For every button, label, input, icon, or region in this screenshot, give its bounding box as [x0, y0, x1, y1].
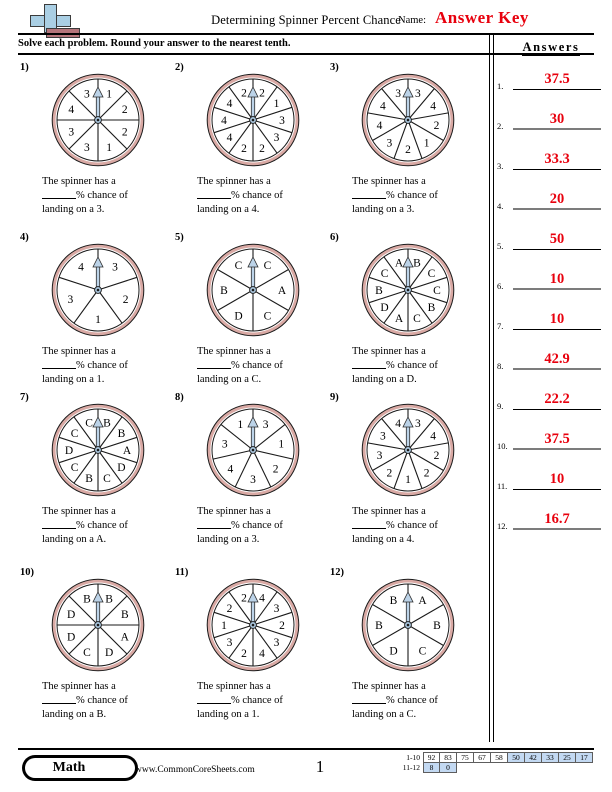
spinner-sector-label: 2 — [241, 647, 247, 660]
spinner-needle-tip-icon — [403, 87, 413, 97]
spinner-sector-label: D — [389, 645, 398, 658]
spinner-figure — [48, 70, 148, 170]
page-title: Determining Spinner Percent Chance — [211, 13, 401, 27]
answer-row — [497, 350, 607, 370]
prompt-line-2 — [352, 693, 438, 707]
spinner-sector-label: 4 — [430, 100, 436, 113]
answer-value: 10 — [549, 271, 565, 287]
spinner-sector-label: 2 — [241, 592, 247, 605]
spinner-figure — [48, 240, 148, 340]
problem-prompt — [352, 175, 438, 216]
prompt-line-1: The spinner has a — [42, 506, 116, 517]
spinner-sector-label: 2 — [121, 104, 128, 117]
spinner-figure — [203, 575, 303, 675]
spinner-needle-tip-icon — [248, 257, 258, 267]
answer-blank[interactable] — [197, 358, 231, 369]
answer-number: 9. — [497, 401, 504, 411]
answer-row — [497, 270, 607, 290]
problem-prompt — [197, 505, 283, 546]
answer-blank[interactable] — [197, 188, 231, 199]
spinner-sector-label: D — [104, 646, 114, 659]
prompt-line-2-text: % chance of — [386, 190, 438, 202]
spinner-sector-label: 3 — [376, 450, 383, 463]
spinner-figure — [358, 240, 458, 340]
spinner-wheel — [48, 575, 148, 675]
score-cell: 92 — [423, 752, 440, 763]
prompt-line-2-text: % chance of — [386, 360, 438, 372]
spinner-sector-label: D — [234, 310, 243, 323]
spinner-needle-tip-icon — [93, 257, 103, 267]
spinner-sector-label: 4 — [226, 132, 233, 145]
spinner-sector-label: 2 — [433, 120, 440, 133]
spinner-sector-label: 3 — [273, 132, 280, 145]
spinner-sector-label: 2 — [279, 620, 285, 633]
answer-number: 2. — [497, 121, 504, 131]
spinner-sector-label: A — [122, 445, 132, 458]
spinner-sector-label: 2 — [259, 87, 265, 100]
spinner-sector-label: A — [418, 595, 427, 608]
answer-number: 5. — [497, 241, 504, 251]
spinner-sector-label: A — [277, 285, 287, 298]
spinner-sector-label: 4 — [68, 104, 75, 117]
answer-write-line[interactable] — [513, 89, 601, 90]
answer-number: 1. — [497, 81, 504, 91]
prompt-line-2-text: % chance of — [76, 190, 128, 202]
spinner-sector-label: C — [427, 268, 436, 281]
spinner-needle-tip-icon — [248, 87, 258, 97]
spinner-sector-label: 4 — [78, 261, 84, 274]
answer-blank[interactable] — [352, 188, 386, 199]
prompt-line-1: The spinner has a — [197, 681, 271, 692]
prompt-line-1: The spinner has a — [197, 346, 271, 357]
spinner-sector-label: C — [234, 260, 243, 273]
spinner-figure — [358, 70, 458, 170]
prompt-line-2 — [42, 693, 128, 707]
answer-row — [497, 310, 607, 330]
answer-value: 37.5 — [544, 71, 570, 87]
answer-key-stamp: Answer Key — [435, 8, 529, 27]
problem-prompt — [42, 680, 128, 721]
spinner-sector-label: 2 — [226, 603, 233, 616]
answer-row — [497, 150, 607, 170]
spinner-sector-label: 1 — [278, 438, 285, 451]
spinner-sector-label: 4 — [221, 115, 227, 128]
spinner-wheel — [203, 240, 303, 340]
answer-write-line[interactable] — [513, 368, 601, 370]
spinner-sector-label: 3 — [84, 141, 90, 154]
answer-number: 12. — [497, 521, 508, 531]
score-cell: 33 — [542, 752, 559, 763]
spinner-wheel — [203, 70, 303, 170]
prompt-line-2 — [197, 693, 283, 707]
answer-write-line[interactable] — [513, 288, 601, 290]
spinner-wheel — [203, 400, 303, 500]
answers-panel — [495, 36, 607, 736]
prompt-line-3: landing on a 4. — [197, 203, 260, 215]
answer-row — [497, 390, 607, 410]
spinner-sector-label: B — [117, 428, 126, 441]
problem-number: 4) — [20, 232, 29, 243]
answer-write-line[interactable] — [513, 128, 601, 130]
prompt-line-2-text: % chance of — [386, 520, 438, 532]
spinner-sector-label: C — [413, 312, 421, 325]
score-row — [392, 762, 593, 773]
spinner-sector-label: B — [413, 257, 421, 270]
problem-number: 12) — [330, 567, 344, 578]
problem-prompt — [197, 175, 283, 216]
spinner-sector-label: C — [103, 472, 111, 485]
spinner-sector-label: 2 — [386, 467, 393, 480]
website-url: www.CommonCoreSheets.com — [135, 765, 255, 775]
instructions-text: Solve each problem. Round your answer to the nearest tenth. — [18, 38, 291, 49]
spinner-sector-label: 3 — [67, 294, 74, 307]
answer-number: 11. — [497, 481, 508, 491]
spinner-wheel — [48, 240, 148, 340]
page-number: 1 — [315, 757, 325, 776]
spinner-sector-label: C — [263, 260, 272, 273]
answer-row — [497, 430, 607, 450]
spinner-wheel — [358, 240, 458, 340]
spinner-sector-label: A — [120, 631, 129, 644]
answer-value: 42.9 — [544, 351, 570, 367]
spinner-sector-label: 4 — [226, 98, 233, 111]
spinner-figure — [48, 575, 148, 675]
spinner-sector-label: 4 — [376, 120, 383, 133]
spinner-sector-label: C — [85, 417, 93, 430]
prompt-line-2-text: % chance of — [76, 520, 128, 532]
score-cell: 50 — [508, 752, 525, 763]
problem-prompt — [352, 345, 438, 386]
answers-column-divider — [489, 35, 494, 742]
spinner-sector-label: 2 — [241, 142, 247, 155]
spinner-sector-label: 1 — [405, 474, 411, 487]
spinner-sector-label: 2 — [241, 87, 247, 100]
problem-number: 7) — [20, 392, 29, 403]
answer-write-line[interactable] — [513, 208, 601, 210]
spinner-needle-tip-icon — [403, 417, 413, 427]
spinner-needle-tip-icon — [93, 592, 103, 602]
prompt-line-2-text: % chance of — [386, 695, 438, 707]
spinner-sector-label: 4 — [380, 100, 386, 113]
score-cell: 58 — [491, 752, 508, 763]
spinner-wheel — [358, 70, 458, 170]
spinner-sector-label: 1 — [221, 620, 227, 633]
answer-blank[interactable] — [352, 518, 386, 529]
spinner-sector-label: 3 — [262, 419, 269, 432]
answer-write-line[interactable] — [513, 489, 601, 490]
spinner-sector-label: 1 — [423, 137, 430, 150]
spinner-sector-label: 4 — [227, 463, 234, 476]
spinner-sector-label: B — [375, 620, 383, 633]
answer-row — [497, 110, 607, 130]
problem-number: 11) — [175, 567, 189, 578]
answer-value: 20 — [549, 191, 565, 207]
score-cell: 67 — [474, 752, 491, 763]
answer-blank[interactable] — [352, 358, 386, 369]
spinner-sector-label: C — [380, 268, 389, 281]
answer-value: 33.3 — [544, 151, 570, 167]
spinner-sector-label: B — [103, 417, 111, 430]
problem-prompt — [42, 505, 128, 546]
spinner-sector-label: C — [70, 428, 79, 441]
spinner-sector-label: 4 — [430, 430, 436, 443]
answer-blank[interactable] — [197, 693, 231, 704]
score-row-label: 1-10 — [406, 753, 420, 762]
spinner-figure — [358, 400, 458, 500]
spinner-sector-label: 4 — [259, 592, 265, 605]
prompt-line-2-text: % chance of — [231, 695, 283, 707]
answer-number: 6. — [497, 281, 504, 291]
answer-value: 50 — [549, 231, 565, 247]
prompt-line-1: The spinner has a — [42, 681, 116, 692]
problem-prompt — [352, 680, 438, 721]
prompt-line-2-text: % chance of — [231, 190, 283, 202]
spinner-sector-label: 3 — [221, 438, 228, 451]
score-cell: 0 — [440, 762, 457, 773]
spinner-sector-label: 3 — [250, 474, 256, 487]
spinner-sector-label: 3 — [380, 430, 386, 443]
score-cell: 42 — [525, 752, 542, 763]
spinner-needle-tip-icon — [403, 592, 413, 602]
spinner-sector-label: 3 — [386, 137, 393, 150]
prompt-line-3: landing on a 1. — [197, 708, 260, 720]
prompt-line-2 — [42, 188, 128, 202]
problem-number: 6) — [330, 232, 339, 243]
prompt-line-3: landing on a B. — [42, 708, 107, 720]
spinner-sector-label: C — [83, 646, 91, 659]
spinner-sector-label: C — [418, 645, 427, 658]
problem-number: 10) — [20, 567, 34, 578]
footer-divider — [18, 748, 594, 750]
answer-row — [497, 510, 607, 530]
spinner-sector-label: B — [105, 593, 113, 606]
prompt-line-3: landing on a D. — [352, 373, 417, 385]
spinner-sector-label: 1 — [273, 98, 280, 111]
spinner-sector-label: D — [117, 462, 126, 475]
problem-prompt — [42, 175, 128, 216]
spinner-sector-label: 3 — [273, 637, 280, 650]
problem-prompt — [42, 345, 128, 386]
answer-write-line[interactable] — [513, 409, 601, 410]
answer-write-line[interactable] — [513, 249, 601, 250]
score-cell: 25 — [559, 752, 576, 763]
spinner-figure — [203, 240, 303, 340]
answer-row — [497, 190, 607, 210]
spinner-sector-label: B — [85, 472, 93, 485]
prompt-line-2 — [42, 358, 128, 372]
answer-number: 8. — [497, 361, 504, 371]
spinner-sector-label: B — [375, 285, 383, 298]
problem-prompt — [352, 505, 438, 546]
subject-badge-label: Math — [52, 760, 86, 775]
answer-value: 10 — [549, 311, 565, 327]
spinner-sector-label: D — [380, 302, 389, 315]
spinner-figure — [203, 70, 303, 170]
problem-number: 8) — [175, 392, 184, 403]
prompt-line-2 — [197, 518, 283, 532]
problem-number: 1) — [20, 62, 29, 73]
problem-prompt — [197, 680, 283, 721]
spinner-sector-label: D — [64, 445, 74, 458]
spinner-sector-label: 3 — [84, 88, 90, 101]
score-cell: 8 — [423, 762, 440, 773]
prompt-line-3: landing on a 3. — [197, 533, 260, 545]
spinner-sector-label: 2 — [121, 126, 128, 139]
answer-value: 37.5 — [544, 431, 570, 447]
prompt-line-3: landing on a 4. — [352, 533, 415, 545]
prompt-line-2 — [197, 188, 283, 202]
answer-row — [497, 70, 607, 90]
spinner-sector-label: 2 — [433, 450, 440, 463]
answer-blank[interactable] — [42, 188, 76, 199]
problem-number: 2) — [175, 62, 184, 73]
spinner-sector-label: 3 — [68, 126, 75, 139]
spinner-wheel — [203, 575, 303, 675]
header-divider — [18, 33, 594, 35]
prompt-line-2-text: % chance of — [231, 520, 283, 532]
spinner-figure — [358, 575, 458, 675]
answer-value: 30 — [549, 111, 565, 127]
spinner-sector-label: D — [67, 609, 76, 622]
answer-write-line[interactable] — [513, 169, 601, 170]
prompt-line-3: landing on a 1. — [42, 373, 105, 385]
spinner-sector-label: B — [427, 302, 436, 315]
answer-value: 16.7 — [544, 511, 570, 527]
answer-value: 10 — [549, 471, 565, 487]
prompt-line-2 — [42, 518, 128, 532]
answer-blank[interactable] — [42, 693, 76, 704]
spinner-sector-label: B — [220, 285, 228, 298]
spinner-sector-label: B — [83, 593, 91, 606]
spinner-sector-label: 3 — [273, 603, 280, 616]
prompt-line-3: landing on a 3. — [352, 203, 415, 215]
spinner-sector-label: C — [263, 310, 272, 323]
problem-prompt — [197, 345, 283, 386]
answer-value: 22.2 — [544, 391, 570, 407]
spinner-wheel — [358, 400, 458, 500]
spinner-sector-label: 1 — [237, 419, 244, 432]
prompt-line-1: The spinner has a — [352, 176, 426, 187]
prompt-line-2-text: % chance of — [231, 360, 283, 372]
spinner-sector-label: 3 — [279, 115, 285, 128]
prompt-line-3: landing on a A. — [42, 533, 107, 545]
spinner-needle-tip-icon — [93, 417, 103, 427]
spinner-needle-tip-icon — [403, 257, 413, 267]
problem-number: 9) — [330, 392, 339, 403]
prompt-line-3: landing on a C. — [352, 708, 417, 720]
answer-write-line[interactable] — [513, 528, 601, 530]
spinner-sector-label: 3 — [415, 87, 421, 100]
spinner-sector-label: 4 — [259, 647, 265, 660]
prompt-line-1: The spinner has a — [42, 346, 116, 357]
answer-write-line[interactable] — [513, 329, 601, 330]
prompt-line-2-text: % chance of — [76, 360, 128, 372]
spinner-figure — [203, 400, 303, 500]
answer-blank[interactable] — [42, 518, 76, 529]
prompt-line-1: The spinner has a — [42, 176, 116, 187]
spinner-sector-label: B — [389, 595, 398, 608]
answer-number: 4. — [497, 201, 504, 211]
answer-blank[interactable] — [42, 358, 76, 369]
score-row-label: 11-12 — [402, 763, 420, 772]
prompt-line-1: The spinner has a — [197, 506, 271, 517]
score-cell: 83 — [440, 752, 457, 763]
prompt-line-2 — [197, 358, 283, 372]
answer-number: 10. — [497, 441, 508, 451]
spinner-sector-label: 3 — [415, 417, 421, 430]
answer-row — [497, 470, 607, 490]
answers-title: Answers — [522, 40, 580, 54]
spinner-sector-label: 1 — [95, 314, 101, 327]
score-table — [392, 752, 593, 773]
prompt-line-3: landing on a C. — [197, 373, 262, 385]
problem-number: 3) — [330, 62, 339, 73]
spinner-wheel — [358, 575, 458, 675]
answer-row — [497, 230, 607, 250]
spinner-needle-tip-icon — [248, 417, 258, 427]
spinner-sector-label: 3 — [395, 87, 401, 100]
prompt-line-2 — [352, 188, 438, 202]
spinner-sector-label: B — [120, 609, 129, 622]
prompt-line-2 — [352, 518, 438, 532]
spinner-figure — [48, 400, 148, 500]
spinner-wheel — [48, 400, 148, 500]
spinner-sector-label: B — [433, 620, 441, 633]
score-cell: 75 — [457, 752, 474, 763]
spinner-sector-label: 2 — [122, 294, 129, 307]
score-cell: 17 — [576, 752, 593, 763]
spinner-sector-label: C — [433, 285, 441, 298]
prompt-line-2-text: % chance of — [76, 695, 128, 707]
spinner-needle-tip-icon — [248, 592, 258, 602]
spinner-wheel — [48, 70, 148, 170]
spinner-sector-label: A — [394, 312, 404, 325]
prompt-line-2 — [352, 358, 438, 372]
prompt-line-1: The spinner has a — [352, 506, 426, 517]
spinner-sector-label: 2 — [423, 467, 430, 480]
answer-number: 3. — [497, 161, 504, 171]
spinner-needle-tip-icon — [93, 87, 103, 97]
spinner-sector-label: 2 — [272, 463, 279, 476]
spinner-sector-label: 2 — [259, 142, 265, 155]
spinner-sector-label: 3 — [226, 637, 233, 650]
name-label: Name: — [398, 15, 426, 26]
spinner-sector-label: 2 — [405, 144, 411, 157]
spinner-sector-label: 1 — [106, 141, 112, 154]
answer-blank[interactable] — [352, 693, 386, 704]
problem-number: 5) — [175, 232, 184, 243]
answer-number: 7. — [497, 321, 504, 331]
spinner-sector-label: D — [67, 631, 76, 644]
spinner-sector-label: 4 — [395, 417, 401, 430]
answer-write-line[interactable] — [513, 448, 601, 450]
spinner-sector-label: A — [394, 257, 404, 270]
spinner-sector-label: C — [70, 462, 79, 475]
prompt-line-1: The spinner has a — [352, 346, 426, 357]
answer-blank[interactable] — [197, 518, 231, 529]
prompt-line-3: landing on a 3. — [42, 203, 105, 215]
spinner-sector-label: 3 — [112, 261, 118, 274]
prompt-line-1: The spinner has a — [197, 176, 271, 187]
spinner-sector-label: 1 — [106, 88, 112, 101]
prompt-line-1: The spinner has a — [352, 681, 426, 692]
